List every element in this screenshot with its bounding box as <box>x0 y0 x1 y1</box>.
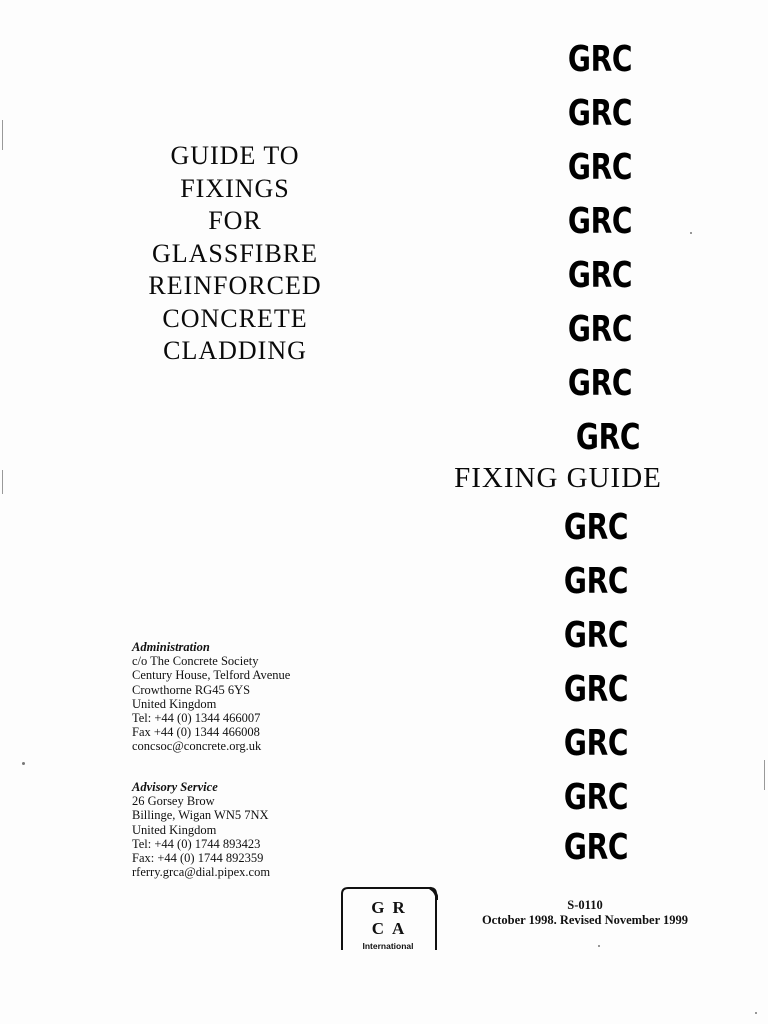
advisory-heading: Advisory Service <box>132 780 218 794</box>
title-line: FIXINGS <box>180 173 290 203</box>
document-code: S-0110 <box>567 898 603 912</box>
grc-mark: GRC <box>563 669 629 710</box>
grc-mark: GRC <box>567 201 633 242</box>
grc-column <box>520 0 680 880</box>
address-line: c/o The Concrete Society <box>132 654 259 669</box>
fixing-guide-heading: FIXING GUIDE <box>454 462 662 494</box>
grc-mark: GRC <box>575 417 641 458</box>
scan-margin-mark <box>2 120 3 150</box>
address-line: Billinge, Wigan WN5 7NX <box>132 808 269 823</box>
address-line: United Kingdom <box>132 696 217 711</box>
email-line: rferry.grca@dial.pipex.com <box>132 865 271 880</box>
scan-margin-mark <box>2 470 3 494</box>
fax-line: Fax +44 (0) 1344 466008 <box>132 725 260 740</box>
grc-mark: GRC <box>563 561 629 602</box>
logo-text-gr: GR <box>371 898 413 917</box>
grc-mark: GRC <box>567 39 633 80</box>
address-line: Crowthorne RG45 6YS <box>132 682 251 697</box>
address-line: United Kingdom <box>132 822 217 837</box>
grc-mark: GRC <box>563 507 629 548</box>
administration-heading: Administration <box>132 640 210 654</box>
grc-mark: GRC <box>563 615 629 656</box>
title-line: REINFORCED <box>148 271 322 300</box>
phone-line: Tel: +44 (0) 1344 466007 <box>132 711 261 726</box>
scan-speck <box>22 762 25 765</box>
grc-mark: GRC <box>563 777 629 818</box>
grc-mark: GRC <box>563 723 629 764</box>
document-date: October 1998. Revised November 1999 <box>481 913 689 927</box>
scan-speck <box>755 1012 757 1014</box>
address-line: Century House, Telford Avenue <box>132 668 291 683</box>
scan-speck <box>690 232 692 234</box>
fax-line: Fax: +44 (0) 1744 892359 <box>132 851 264 866</box>
title-line: GUIDE TO <box>170 141 300 170</box>
title-line: GLASSFIBRE <box>151 238 319 268</box>
scan-margin-mark <box>764 760 765 790</box>
phone-line: Tel: +44 (0) 1744 893423 <box>132 836 261 851</box>
document-title <box>100 140 370 368</box>
grc-mark: GRC <box>567 93 633 134</box>
logo-text-ca: CA <box>371 919 413 938</box>
document-reference <box>460 898 710 928</box>
grc-mark: GRC <box>567 147 633 188</box>
grc-mark: GRC <box>567 255 633 296</box>
scan-speck <box>598 945 600 947</box>
administration-address <box>132 640 362 754</box>
title-line: CLADDING <box>163 336 307 365</box>
title-line: FOR <box>208 206 262 235</box>
grc-mark: GRC <box>567 363 633 404</box>
title-line: CONCRETE <box>162 303 308 333</box>
advisory-address <box>132 780 362 879</box>
logo-text-international: International <box>362 941 414 951</box>
address-line: 26 Gorsey Brow <box>132 794 215 809</box>
grc-mark: GRC <box>567 309 633 350</box>
grc-mark: GRC <box>563 827 629 868</box>
email-line: concsoc@concrete.org.uk <box>132 739 262 754</box>
grca-logo <box>338 886 438 950</box>
